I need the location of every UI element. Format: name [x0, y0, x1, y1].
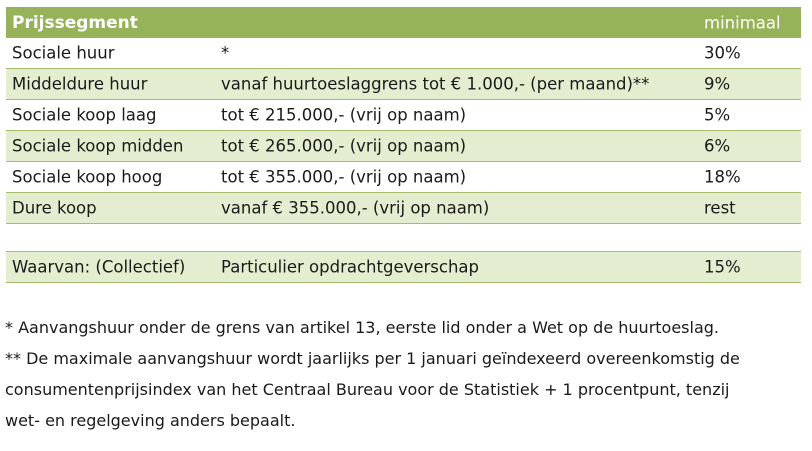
segment-cell: Sociale koop hoog	[12, 167, 163, 187]
segment-cell: Dure koop	[12, 198, 97, 218]
minimum-cell: rest	[704, 198, 736, 218]
minimum-cell: 5%	[704, 105, 731, 125]
segment-cell: Sociale koop midden	[12, 136, 184, 156]
footnotes	[5, 312, 805, 436]
minimum-cell: 6%	[704, 136, 731, 156]
minimum-cell: 18%	[704, 167, 741, 187]
footnote-2-line-2: consumentenprijsindex van het Centraal Bureau voor de Statistiek + 1 procentpunt, tenzij	[5, 380, 730, 399]
table-spacer	[6, 224, 801, 252]
table-row	[6, 193, 801, 224]
condition-cell: tot € 265.000,- (vrij op naam)	[221, 136, 467, 156]
table-subrow	[6, 252, 801, 283]
condition-cell: tot € 355.000,- (vrij op naam)	[221, 167, 467, 187]
segment-cell: Waarvan: (Collectief)	[12, 257, 186, 277]
footnote-1: * Aanvangshuur onder de grens van artikel 13, eerste lid onder a Wet op de huurtoeslag.	[5, 318, 719, 337]
condition-cell: tot € 215.000,- (vrij op naam)	[221, 105, 467, 125]
segment-cell: Sociale koop laag	[12, 105, 157, 125]
table-row	[6, 38, 801, 69]
condition-cell: Particulier opdrachtgeverschap	[221, 257, 480, 277]
segment-cell: Middeldure huur	[12, 74, 148, 94]
table-row	[6, 100, 801, 131]
price-segment-table	[6, 7, 801, 283]
condition-cell: *	[221, 43, 230, 63]
table-row	[6, 162, 801, 193]
table-header-row	[6, 7, 801, 38]
minimum-cell: 30%	[704, 43, 741, 63]
minimum-cell: 9%	[704, 74, 731, 94]
table-row	[6, 69, 801, 100]
condition-cell: vanaf € 355.000,- (vrij op naam)	[221, 198, 490, 218]
condition-cell: vanaf huurtoeslaggrens tot € 1.000,- (per maand)**	[221, 74, 650, 94]
segment-cell: Sociale huur	[12, 43, 115, 63]
footnote-2-line-3: wet- en regelgeving anders bepaalt.	[5, 411, 296, 430]
table-row	[6, 131, 801, 162]
footnote-2-line-1: ** De maximale aanvangshuur wordt jaarlijks per 1 januari geïndexeerd overeenkomstig de	[5, 349, 740, 368]
minimum-cell: 15%	[704, 257, 741, 277]
header-minimaal: minimaal	[704, 13, 781, 32]
header-prijssegment: Prijssegment	[12, 12, 138, 33]
